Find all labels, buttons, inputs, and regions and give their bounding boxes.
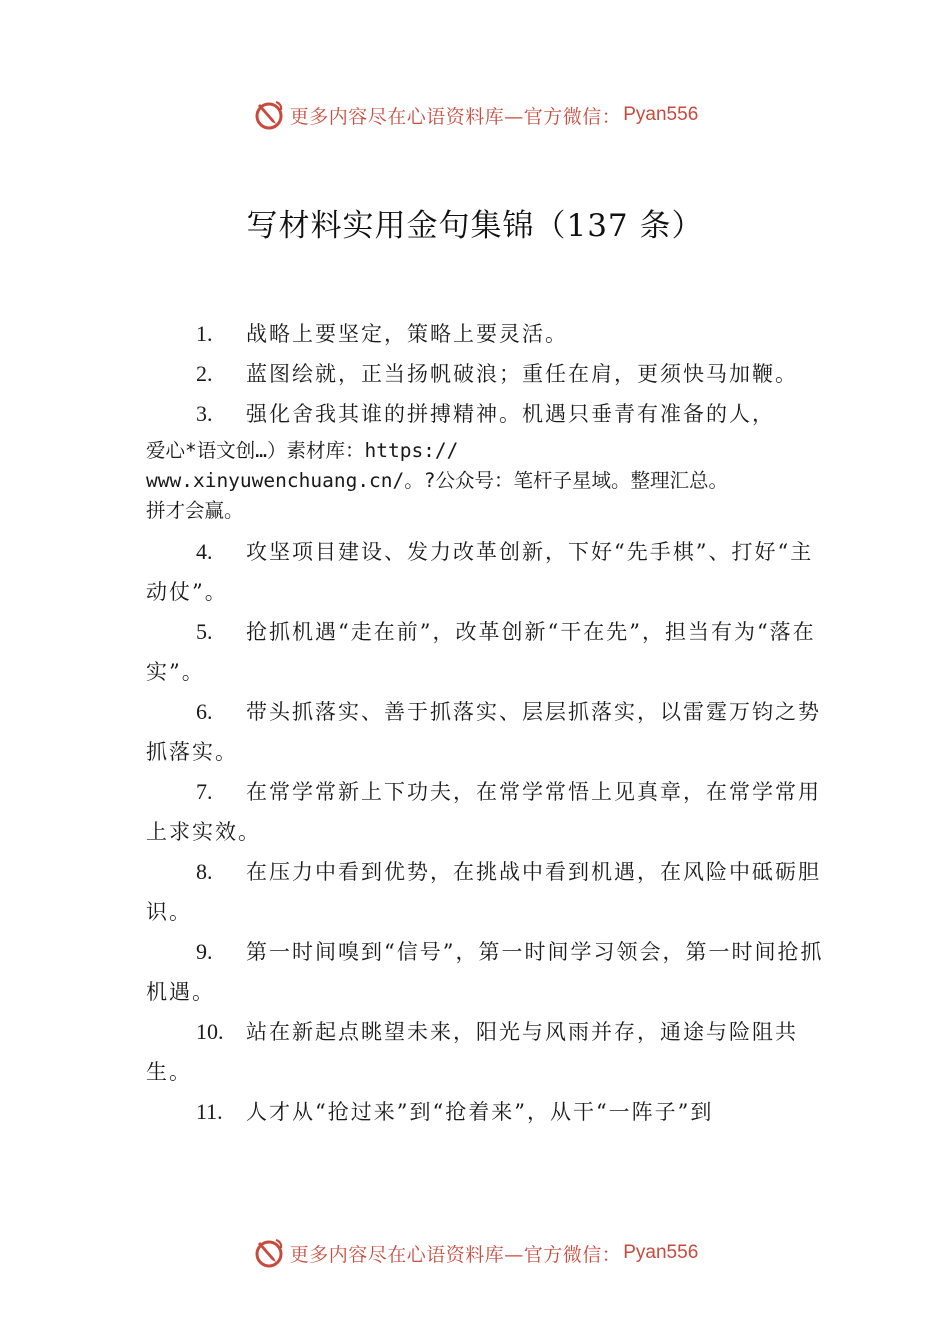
item-number: 2. (196, 361, 213, 386)
inserted-line: www.xinyuwenchuang.cn/。?公众号：笔杆子星域。整理汇总。 (146, 469, 729, 492)
inserted-line: 爱心*语文创…）素材库：https:// (146, 439, 459, 462)
item-text: 蓝图绘就，正当扬帆破浪；重任在肩，更须快马加鞭。 (246, 362, 798, 386)
item-number: 7. (196, 779, 213, 804)
footer-banner (0, 1233, 950, 1273)
item-number: 5. (196, 619, 213, 644)
inserted-line: 拼才会赢。 (146, 499, 244, 522)
list-item (146, 612, 826, 692)
quote-list (146, 314, 826, 1132)
header-banner (0, 95, 950, 135)
item-text: 强化舍我其谁的拼搏精神。机遇只垂青有准备的人， (246, 402, 775, 426)
list-item (146, 532, 826, 612)
item-number: 1. (196, 321, 213, 346)
pen-circle-logo-icon (252, 1236, 286, 1270)
list-item (146, 354, 826, 394)
item-text: 战略上要坚定，策略上要灵活。 (246, 322, 568, 346)
item-number: 11. (196, 1099, 223, 1124)
list-item (146, 852, 826, 932)
item-number: 3. (196, 401, 213, 426)
item-number: 8. (196, 859, 213, 884)
banner-wechat-id: Pyan556 (623, 1242, 699, 1263)
banner-text: 更多内容尽在心语资料库—官方微信： (289, 105, 622, 128)
document-title: 写材料实用金句集锦（137 条） (246, 208, 704, 244)
item-text: 攻坚项目建设、发力改革创新，下好“先手棋”、打好“主动仗”。 (146, 540, 814, 604)
item-text: 抢抓机遇“走在前”，改革创新“干在先”，担当有为“落在实”。 (146, 620, 816, 684)
item-text: 带头抓落实、善于抓落实、层层抓落实，以雷霆万钧之势抓落实。 (146, 700, 821, 764)
item-text: 人才从“抢过来”到“抢着来”，从干“一阵子”到 (246, 1100, 714, 1124)
banner-text: 更多内容尽在心语资料库—官方微信： (289, 1243, 622, 1266)
list-item (146, 314, 826, 354)
list-item (146, 394, 826, 434)
item-text: 站在新起点眺望未来，阳光与风雨并存，通途与险阻共生。 (146, 1020, 798, 1084)
list-item (146, 692, 826, 772)
item-number: 6. (196, 699, 213, 724)
list-item (146, 1012, 826, 1092)
list-item (146, 772, 826, 852)
item-text: 第一时间嗅到“信号”，第一时间学习领会，第一时间抢抓机遇。 (146, 940, 824, 1004)
item-number: 10. (196, 1019, 224, 1044)
item-number: 4. (196, 539, 213, 564)
item-text: 在压力中看到优势，在挑战中看到机遇，在风险中砥砺胆识。 (146, 860, 821, 924)
inserted-watermark-text (146, 436, 826, 526)
list-item (146, 1092, 826, 1132)
list-item (146, 932, 826, 1012)
banner-wechat-id: Pyan556 (623, 104, 699, 125)
item-number: 9. (196, 939, 213, 964)
item-text: 在常学常新上下功夫，在常学常悟上见真章，在常学常用上求实效。 (146, 780, 821, 844)
pen-circle-logo-icon (252, 98, 286, 132)
